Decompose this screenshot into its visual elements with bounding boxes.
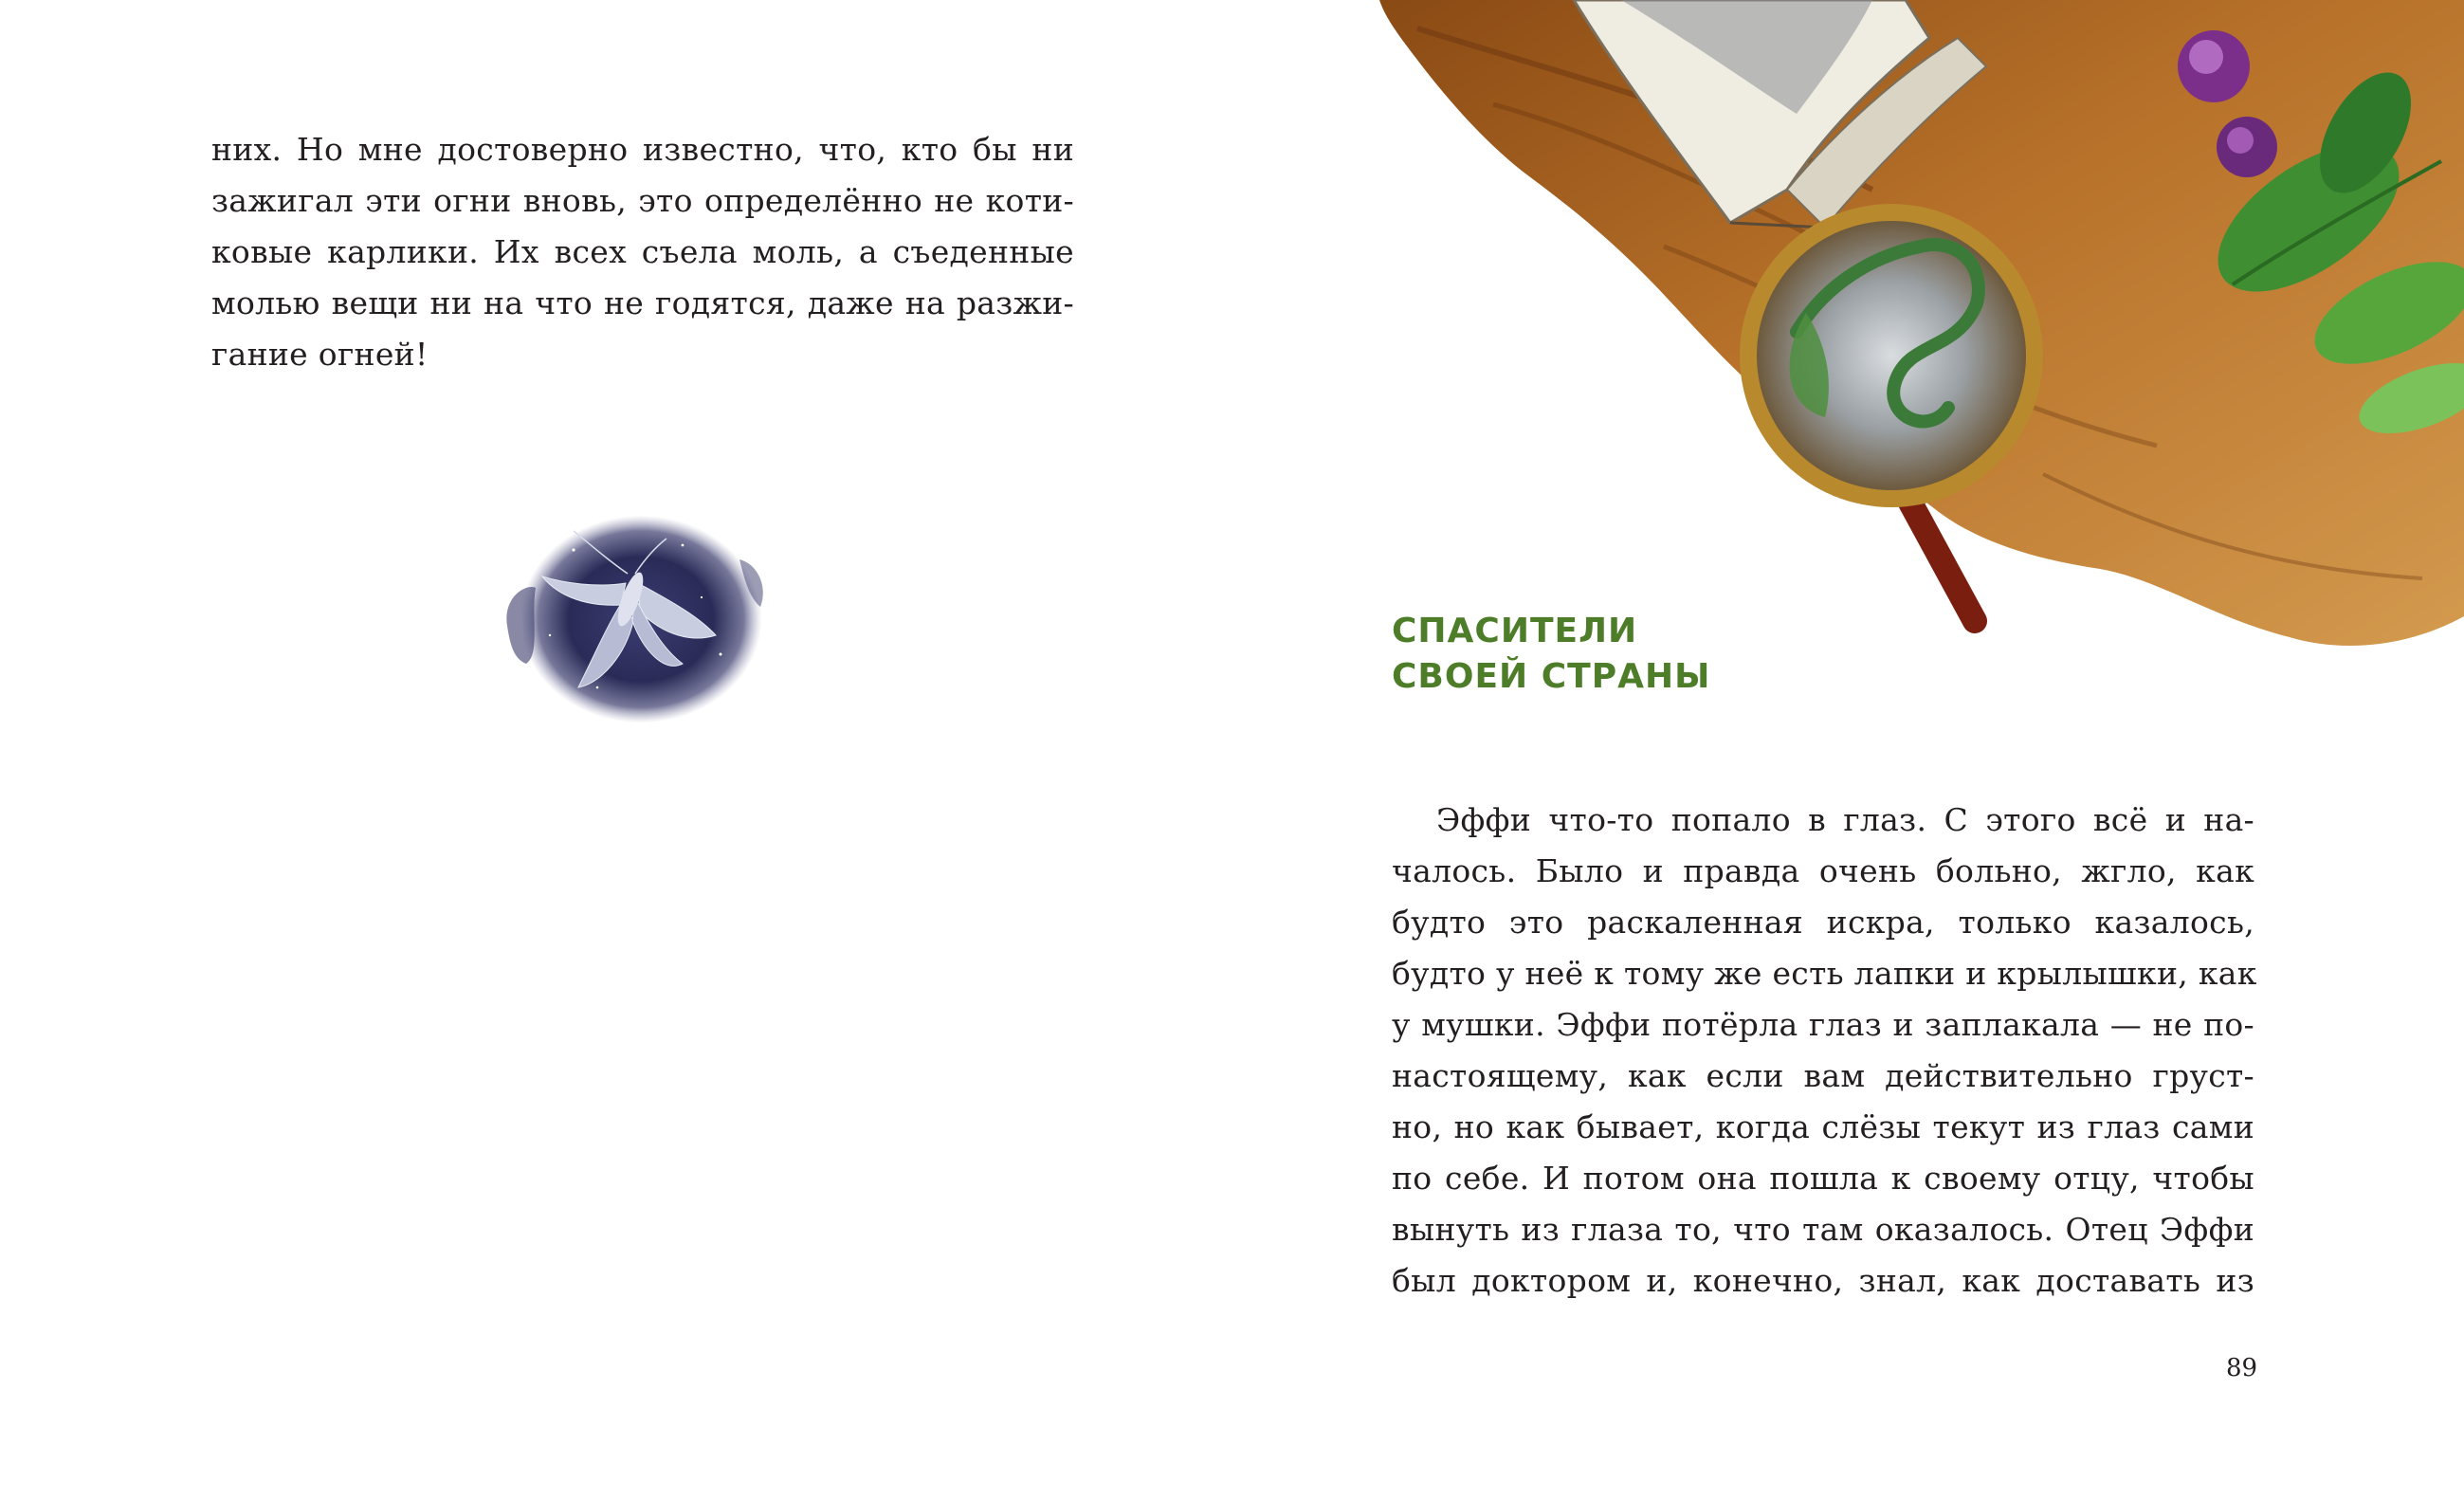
text-line: но, но как бывает, когда слёзы текут из глаз сами [1392,1108,2254,1145]
right-page [1232,0,2464,1500]
text-line: будто это раскаленная искра, только казалось, [1392,904,2254,941]
chapter-title-line: СПАСИТЕЛИ [1392,612,1638,650]
text-line: по себе. И потом она пошла к своему отцу, чтобы [1392,1160,2254,1197]
magnifying-glass [1740,204,2043,621]
left-page-paragraph [211,124,1074,380]
text-line: молью вещи ни на что не годятся, даже на разжи- [211,284,1074,321]
text-line: гание огней! [211,336,429,373]
text-line: Эффи что-то попало в глаз. С этого всё и на- [1436,801,2254,838]
text-line: ковые карлики. Их всех съела моль, а съеденные [211,233,1074,270]
text-line: чалось. Было и правда очень больно, жгло, как [1392,852,2254,889]
text-line: у мушки. Эффи потёрла глаз и заплакала — не по- [1392,1006,2254,1043]
desk-illustration [1379,0,2464,664]
text-line: будто у неё к тому же есть лапки и крылышки, как [1392,955,2257,992]
chapter-title-line: СВОЕЙ СТРАНЫ [1392,657,1711,696]
right-page-paragraph [1392,795,2257,1307]
text-line: них. Но мне достоверно известно, что, кто бы ни [211,131,1074,168]
text-line: зажигал эти огни вновь, это определённо не коти- [211,182,1074,219]
text-line: настоящему, как если вам действительно груст- [1392,1057,2254,1094]
text-line: вынуть из глаза то, что там оказалось. Отец Эффи [1392,1211,2254,1248]
moth-illustration [484,493,782,740]
page-number: 89 [2226,1354,2258,1382]
chapter-title [1392,609,1710,700]
text-line: был доктором и, конечно, знал, как доставать из [1392,1262,2254,1299]
